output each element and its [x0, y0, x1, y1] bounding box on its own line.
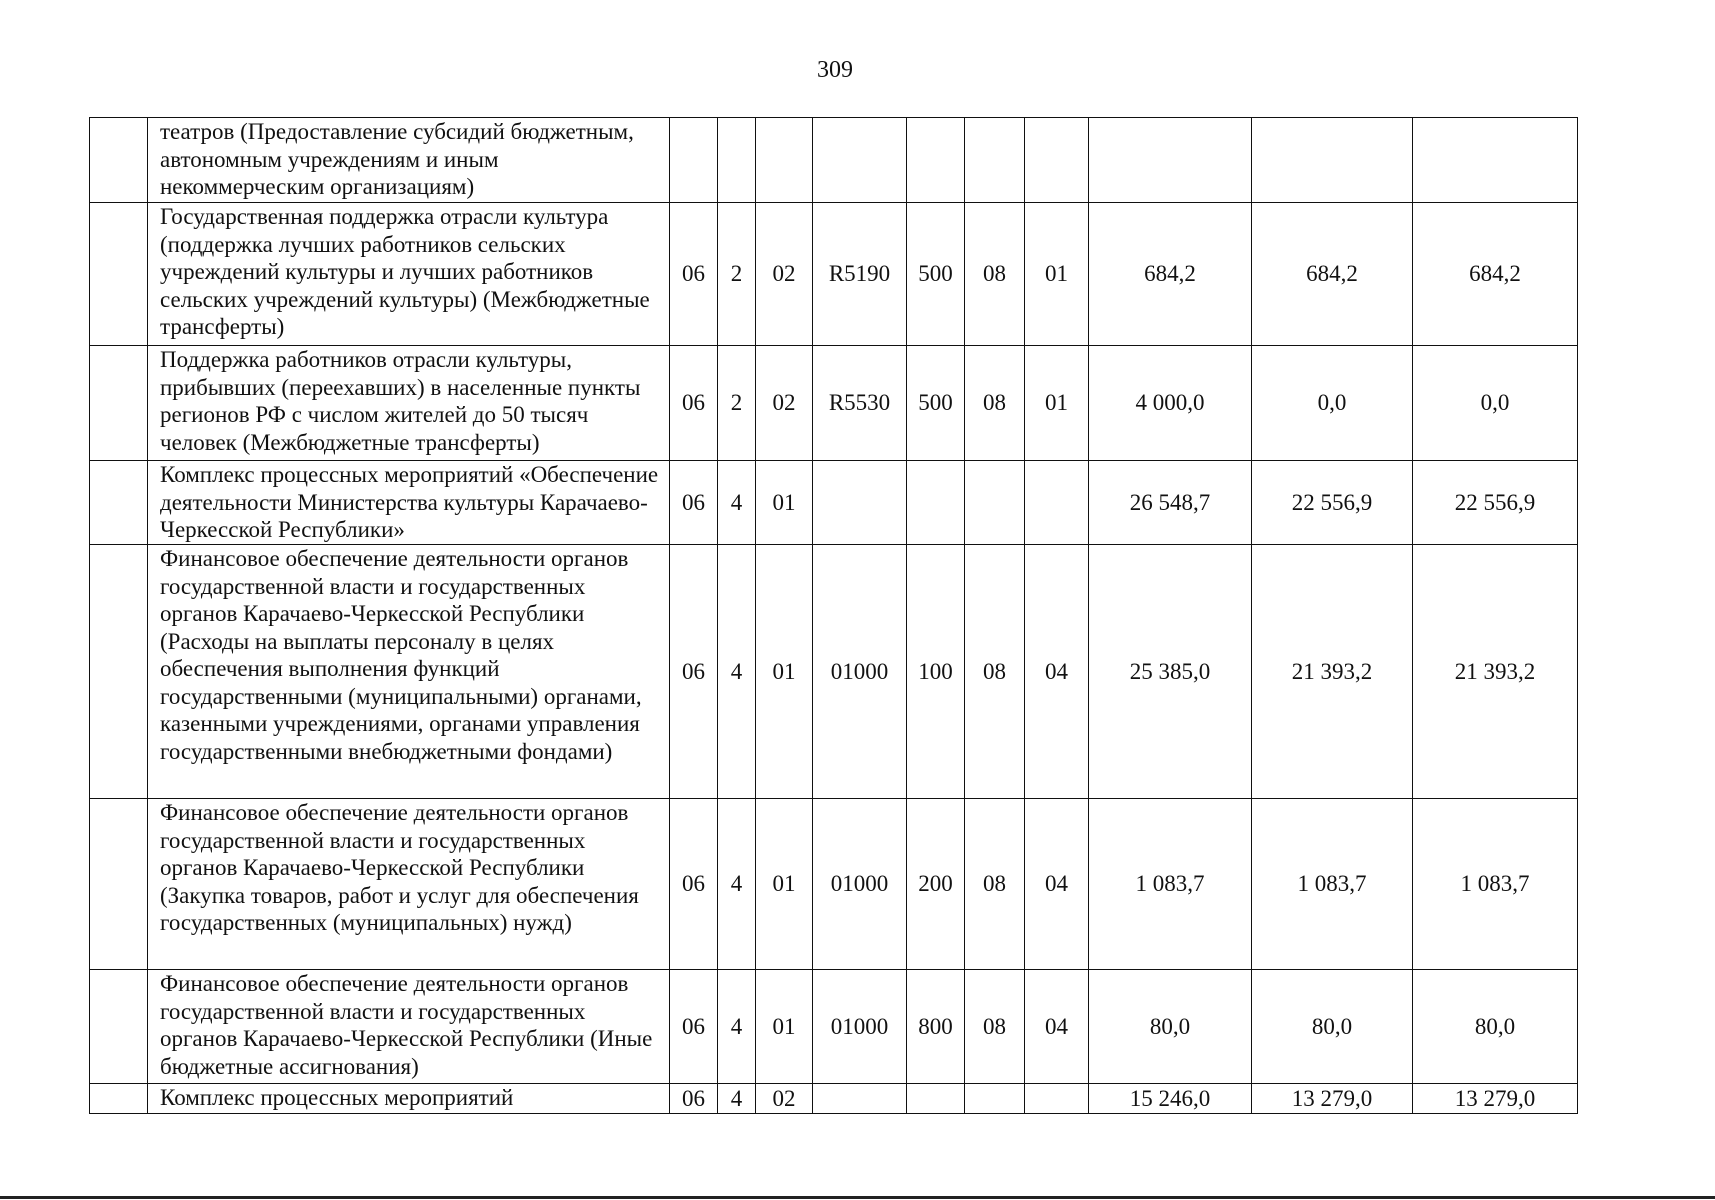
direction-code-cell	[813, 1084, 907, 1114]
subprogram-code-cell	[718, 118, 756, 203]
value-2026-cell: 684,2	[1413, 203, 1578, 346]
event-code-cell: 01	[756, 799, 813, 970]
row-number-cell	[90, 461, 148, 545]
subprogram-code-cell: 2	[718, 203, 756, 346]
direction-code-cell: R5190	[813, 203, 907, 346]
row-number-cell	[90, 203, 148, 346]
expense-type-cell: 800	[907, 970, 965, 1084]
expense-type-cell: 500	[907, 346, 965, 461]
event-code-cell: 02	[756, 203, 813, 346]
gp-code-cell: 06	[670, 970, 718, 1084]
value-2024-cell: 15 246,0	[1089, 1084, 1252, 1114]
subprogram-code-cell: 4	[718, 799, 756, 970]
value-2024-cell	[1089, 118, 1252, 203]
table-row	[90, 799, 1578, 970]
value-2024-cell: 4 000,0	[1089, 346, 1252, 461]
table-row	[90, 545, 1578, 799]
description-cell: Финансовое обеспечение деятельности органов государственной власти и государственных органов Карачаево-Черкесской Республики (Иные бюджетные ассигнования)	[148, 970, 670, 1084]
value-2026-cell: 22 556,9	[1413, 461, 1578, 545]
expense-type-cell: 200	[907, 799, 965, 970]
gp-code-cell: 06	[670, 346, 718, 461]
table-row	[90, 118, 1578, 203]
subprogram-code-cell: 2	[718, 346, 756, 461]
description-cell: Государственная поддержка отрасли культура (поддержка лучших работников сельских учреждений культуры и лучших работников сельских учреждений культуры) (Межбюджетные трансферты)	[148, 203, 670, 346]
value-2026-cell: 0,0	[1413, 346, 1578, 461]
value-2026-cell: 21 393,2	[1413, 545, 1578, 799]
description-cell: театров (Предоставление субсидий бюджетным, автономным учреждениям и иным некоммерческим организациям)	[148, 118, 670, 203]
direction-code-cell: R5530	[813, 346, 907, 461]
value-2025-cell	[1252, 118, 1413, 203]
gp-code-cell: 06	[670, 799, 718, 970]
row-number-cell	[90, 346, 148, 461]
row-number-cell	[90, 1084, 148, 1114]
subsection-cell: 01	[1025, 203, 1089, 346]
table-row	[90, 203, 1578, 346]
section-cell: 08	[965, 346, 1025, 461]
expense-type-cell	[907, 118, 965, 203]
table-row	[90, 1084, 1578, 1114]
direction-code-cell: 01000	[813, 799, 907, 970]
subprogram-code-cell: 4	[718, 461, 756, 545]
expense-type-cell	[907, 461, 965, 545]
table-body	[90, 118, 1578, 1114]
event-code-cell: 01	[756, 461, 813, 545]
event-code-cell: 02	[756, 346, 813, 461]
event-code-cell: 01	[756, 970, 813, 1084]
event-code-cell: 02	[756, 1084, 813, 1114]
direction-code-cell: 01000	[813, 970, 907, 1084]
value-2025-cell: 13 279,0	[1252, 1084, 1413, 1114]
subprogram-code-cell: 4	[718, 970, 756, 1084]
value-2025-cell: 684,2	[1252, 203, 1413, 346]
gp-code-cell: 06	[670, 203, 718, 346]
bottom-edge-rule	[0, 1196, 1715, 1199]
section-cell: 08	[965, 203, 1025, 346]
direction-code-cell: 01000	[813, 545, 907, 799]
value-2025-cell: 0,0	[1252, 346, 1413, 461]
value-2025-cell: 1 083,7	[1252, 799, 1413, 970]
subsection-cell: 04	[1025, 545, 1089, 799]
section-cell	[965, 118, 1025, 203]
gp-code-cell	[670, 118, 718, 203]
subsection-cell	[1025, 1084, 1089, 1114]
section-cell	[965, 1084, 1025, 1114]
section-cell: 08	[965, 799, 1025, 970]
expense-type-cell	[907, 1084, 965, 1114]
value-2025-cell: 80,0	[1252, 970, 1413, 1084]
value-2024-cell: 684,2	[1089, 203, 1252, 346]
value-2024-cell: 26 548,7	[1089, 461, 1252, 545]
description-cell: Поддержка работников отрасли культуры, прибывших (переехавших) в населенные пункты регионов РФ с числом жителей до 50 тысяч человек (Межбюджетные трансферты)	[148, 346, 670, 461]
subsection-cell	[1025, 461, 1089, 545]
description-cell: Финансовое обеспечение деятельности органов государственной власти и государственных органов Карачаево-Черкесской Республики (Закупка товаров, работ и услуг для обеспечения государственных (муниципальных) нужд)	[148, 799, 670, 970]
value-2024-cell: 25 385,0	[1089, 545, 1252, 799]
table-row	[90, 461, 1578, 545]
section-cell: 08	[965, 970, 1025, 1084]
subsection-cell: 01	[1025, 346, 1089, 461]
value-2026-cell: 13 279,0	[1413, 1084, 1578, 1114]
subprogram-code-cell: 4	[718, 1084, 756, 1114]
value-2025-cell: 21 393,2	[1252, 545, 1413, 799]
row-number-cell	[90, 799, 148, 970]
gp-code-cell: 06	[670, 461, 718, 545]
page-number: 309	[817, 57, 853, 83]
description-cell: Финансовое обеспечение деятельности органов государственной власти и государственных органов Карачаево-Черкесской Республики (Расходы на выплаты персоналу в целях обеспечения выполнения функций государственными (муниципальными) органами, казенными учреждениями, органами управления государственными внебюджетными фондами)	[148, 545, 670, 799]
expense-type-cell: 100	[907, 545, 965, 799]
section-cell	[965, 461, 1025, 545]
gp-code-cell: 06	[670, 1084, 718, 1114]
description-cell: Комплекс процессных мероприятий «Обеспечение деятельности Министерства культуры Карачаево-Черкесской Республики»	[148, 461, 670, 545]
value-2026-cell	[1413, 118, 1578, 203]
row-number-cell	[90, 118, 148, 203]
row-number-cell	[90, 545, 148, 799]
event-code-cell	[756, 118, 813, 203]
value-2026-cell: 1 083,7	[1413, 799, 1578, 970]
direction-code-cell	[813, 461, 907, 545]
value-2024-cell: 80,0	[1089, 970, 1252, 1084]
subsection-cell: 04	[1025, 970, 1089, 1084]
value-2025-cell: 22 556,9	[1252, 461, 1413, 545]
expense-type-cell: 500	[907, 203, 965, 346]
gp-code-cell: 06	[670, 545, 718, 799]
value-2026-cell: 80,0	[1413, 970, 1578, 1084]
subsection-cell: 04	[1025, 799, 1089, 970]
subsection-cell	[1025, 118, 1089, 203]
budget-table	[89, 117, 1578, 1114]
subprogram-code-cell: 4	[718, 545, 756, 799]
section-cell: 08	[965, 545, 1025, 799]
value-2024-cell: 1 083,7	[1089, 799, 1252, 970]
table-row	[90, 970, 1578, 1084]
event-code-cell: 01	[756, 545, 813, 799]
table-row	[90, 346, 1578, 461]
direction-code-cell	[813, 118, 907, 203]
description-cell: Комплекс процессных мероприятий	[148, 1084, 670, 1114]
row-number-cell	[90, 970, 148, 1084]
